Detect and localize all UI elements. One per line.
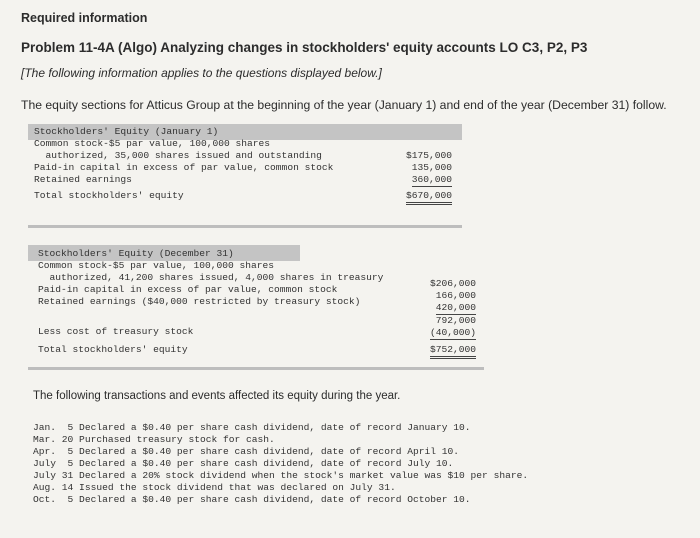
jan-amount-paid-in: 135,000 [411,162,452,173]
dec-amount-paid-in: 166,000 [435,290,476,301]
dec-total-line: Total stockholders' equity [38,344,188,355]
list-item: Aug. 14 Issued the stock dividend that was declared on July 31. [33,482,396,493]
equity-table-december [28,245,484,371]
list-item: Oct. 5 Declared a $0.40 per share cash dividend, date of record October 10. [33,494,471,505]
list-item: July 31 Declared a 20% stock dividend when the stock's market value was $10 per share. [33,470,529,481]
jan-amount-total: $670,000 [406,190,452,205]
transactions-list [33,422,528,506]
dec-amount-total: $752,000 [430,344,476,359]
dec-amount-common: $206,000 [429,278,476,289]
jan-amount-common: $175,000 [405,150,452,161]
jan-heading: Stockholders' Equity (January 1) [34,126,219,137]
jan-paid-in-line: Paid-in capital in excess of par value, common stock [34,162,334,173]
transactions-intro: The following transactions and events affected its equity during the year. [33,390,401,402]
table-bottom-rule [28,367,484,370]
dec-amount-treasury: (40,000) [429,327,476,338]
dec-authorized-line: authorized, 41,200 shares issued, 4,000 shares in treasury [38,272,384,283]
applies-note: [The following information applies to the questions displayed below.] [21,66,382,80]
list-item: July 5 Declared a $0.40 per share cash dividend, date of record July 10. [33,458,454,469]
dec-treasury-line: Less cost of treasury stock [38,326,194,337]
equity-table-january [28,124,462,228]
jan-retained-line: Retained earnings [34,174,132,185]
problem-title: Problem 11-4A (Algo) Analyzing changes in stockholders' equity accounts LO C3, P2, P3 [21,40,588,55]
jan-amount-retained: 360,000 [411,174,452,185]
dec-common-stock-line: Common stock-$5 par value, 100,000 shares [38,260,275,271]
intro-text: The equity sections for Atticus Group at the beginning of the year (January 1) and end of the year (December 31) follow. [21,98,667,112]
required-information-heading: Required information [21,11,148,25]
dec-retained-line: Retained earnings ($40,000 restricted by treasury stock) [38,296,361,307]
dec-heading: Stockholders' Equity (December 31) [38,248,234,259]
dec-amount-retained: 420,000 [435,302,476,313]
list-item: Apr. 5 Declared a $0.40 per share cash dividend, date of record April 10. [33,446,460,457]
jan-common-stock-line: Common stock-$5 par value, 100,000 shares [34,138,271,149]
list-item: Mar. 20 Purchased treasury stock for cash. [33,434,275,445]
jan-total-line: Total stockholders' equity [34,190,184,201]
dec-paid-in-line: Paid-in capital in excess of par value, common stock [38,284,338,295]
table-bottom-rule [28,225,462,228]
dec-amount-subtotal: 792,000 [435,315,476,326]
jan-authorized-line: authorized, 35,000 shares issued and outstanding [34,150,322,161]
list-item: Jan. 5 Declared a $0.40 per share cash dividend, date of record January 10. [33,422,471,433]
